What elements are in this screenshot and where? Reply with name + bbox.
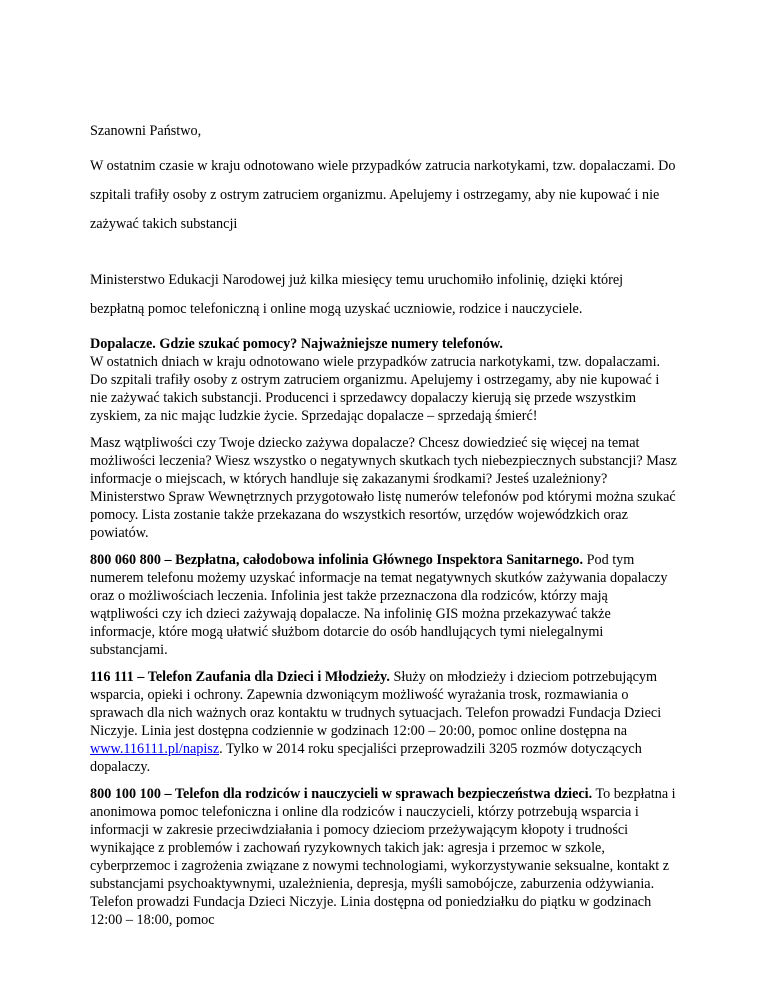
article-body	[90, 335, 678, 938]
hotline-trust-title: 116 111 – Telefon Zaufania dla Dzieci i Młodzieży.	[90, 669, 390, 685]
hotline-parents-title: 800 100 100 – Telefon dla rodziców i nauczycieli w sprawach bezpieczeństwa dzieci.	[90, 786, 593, 802]
intro-paragraph-2: Ministerstwo Edukacji Narodowej już kilka miesięcy temu uruchomiło infolinię, dzięki której bezpłatną pomoc telefoniczną i online mogą uzyskać uczniowie, rodzice i nauczyciele.	[90, 272, 624, 317]
hotline-trust-body-end: . Tylko w 2014 roku specjaliści przeprowadzili 3205 rozmów dotyczących dopalaczy.	[90, 741, 642, 775]
hotline-trust-body: Służy on młodzieży i dzieciom potrzebującym wsparcia, opieki i ochrony. Zapewnia dzwoniącym możliwość wyrażania trosk, rozmawiania o sprawach dla nich ważnych oraz kontaktu w trudnych sytuacjach. Telefon prowadzi Fundacja Dzieci Niczyje. Linia jest dostępna codziennie w godzinach 12:00 – 20:00, pomoc online dostępna na	[90, 669, 662, 739]
help-online-link[interactable]: www.116111.pl/napisz	[90, 741, 220, 757]
hotline-parents-body: To bezpłatna i anonimowa pomoc telefoniczna i online dla rodziców i nauczycieli, którzy potrzebują wsparcia i informacji w zakresie przeciwdziałania i pomocy dzieciom przeżywającym kłopoty i trudności wynikające z problemów i zachowań ryzykownych takich jak: agresja i przemoc w szkole, cyberprzemoc i zagrożenia związane z nowymi technologiami, wykorzystywanie seksualne, kontakt z substancjami psychoaktywnymi, uzależnienia, depresja, myśli samobójcze, zaburzenia odżywiania. Telefon prowadzi Fundacja Dzieci Niczyje. Linia dostępna od poniedziałku do piątku w godzinach 12:00 – 18:00, pomoc	[90, 786, 676, 928]
hotline-parents	[90, 785, 678, 929]
article-intro-paragraph	[90, 335, 678, 425]
intro-paragraph-1: W ostatnim czasie w kraju odnotowano wiele przypadków zatrucia narkotykami, tzw. dopalaczami. Do szpitali trafiły osoby z ostrym zatruciem organizmu. Apelujemy i ostrzegamy, aby nie kupować i nie zażywać takich substancji	[90, 158, 676, 232]
letter-greeting: Szanowni Państwo,	[90, 123, 202, 139]
hotline-gis-body: Pod tym numerem telefonu możemy uzyskać informacje na temat negatywnych skutków zażywania dopalaczy oraz o możliwościach leczenia. Infolinia jest także przeznaczona dla rodziców, którzy mają wątpliwości czy ich dzieci zażywają dopalacze. Na infolinię GIS można przekazywać także informacje, które mogą ułatwić służbom dotarcie do osób handlujących tymi nielegalnymi substancjami.	[90, 552, 668, 658]
hotline-gis	[90, 551, 678, 659]
article-paragraph-2: Masz wątpliwości czy Twoje dziecko zażywa dopalacze? Chcesz dowiedzieć się więcej na temat możliwości leczenia? Wiesz wszystko o negatywnych skutkach tych niebezpiecznych substancji? Masz informacje o miejscach, w których handluje się zakazanymi środkami? Jesteś uzależniony? Ministerstwo Spraw Wewnętrznych przygotowało listę numerów telefonów pod którymi można szukać pomocy. Lista zostanie także przekazana do wszystkich resortów, urzędów wojewódzkich oraz powiatów.	[90, 435, 677, 541]
article-heading: Dopalacze. Gdzie szukać pomocy? Najważniejsze numery telefonów.	[90, 336, 503, 352]
hotline-trust	[90, 668, 678, 776]
hotline-gis-title: 800 060 800 – Bezpłatna, całodobowa infolinia Głównego Inspektora Sanitarnego.	[90, 552, 584, 568]
article-intro-text: W ostatnich dniach w kraju odnotowano wiele przypadków zatrucia narkotykami, tzw. dopalaczami. Do szpitali trafiły osoby z ostrym zatruciem organizmu. Apelujemy i ostrzegamy, aby nie kupować i nie zażywać takich substancji. Producenci i sprzedawcy dopalaczy kierują się przede wszystkim zyskiem, za nic mając ludzkie życie. Sprzedając dopalacze – sprzedają śmierć!	[90, 354, 661, 424]
